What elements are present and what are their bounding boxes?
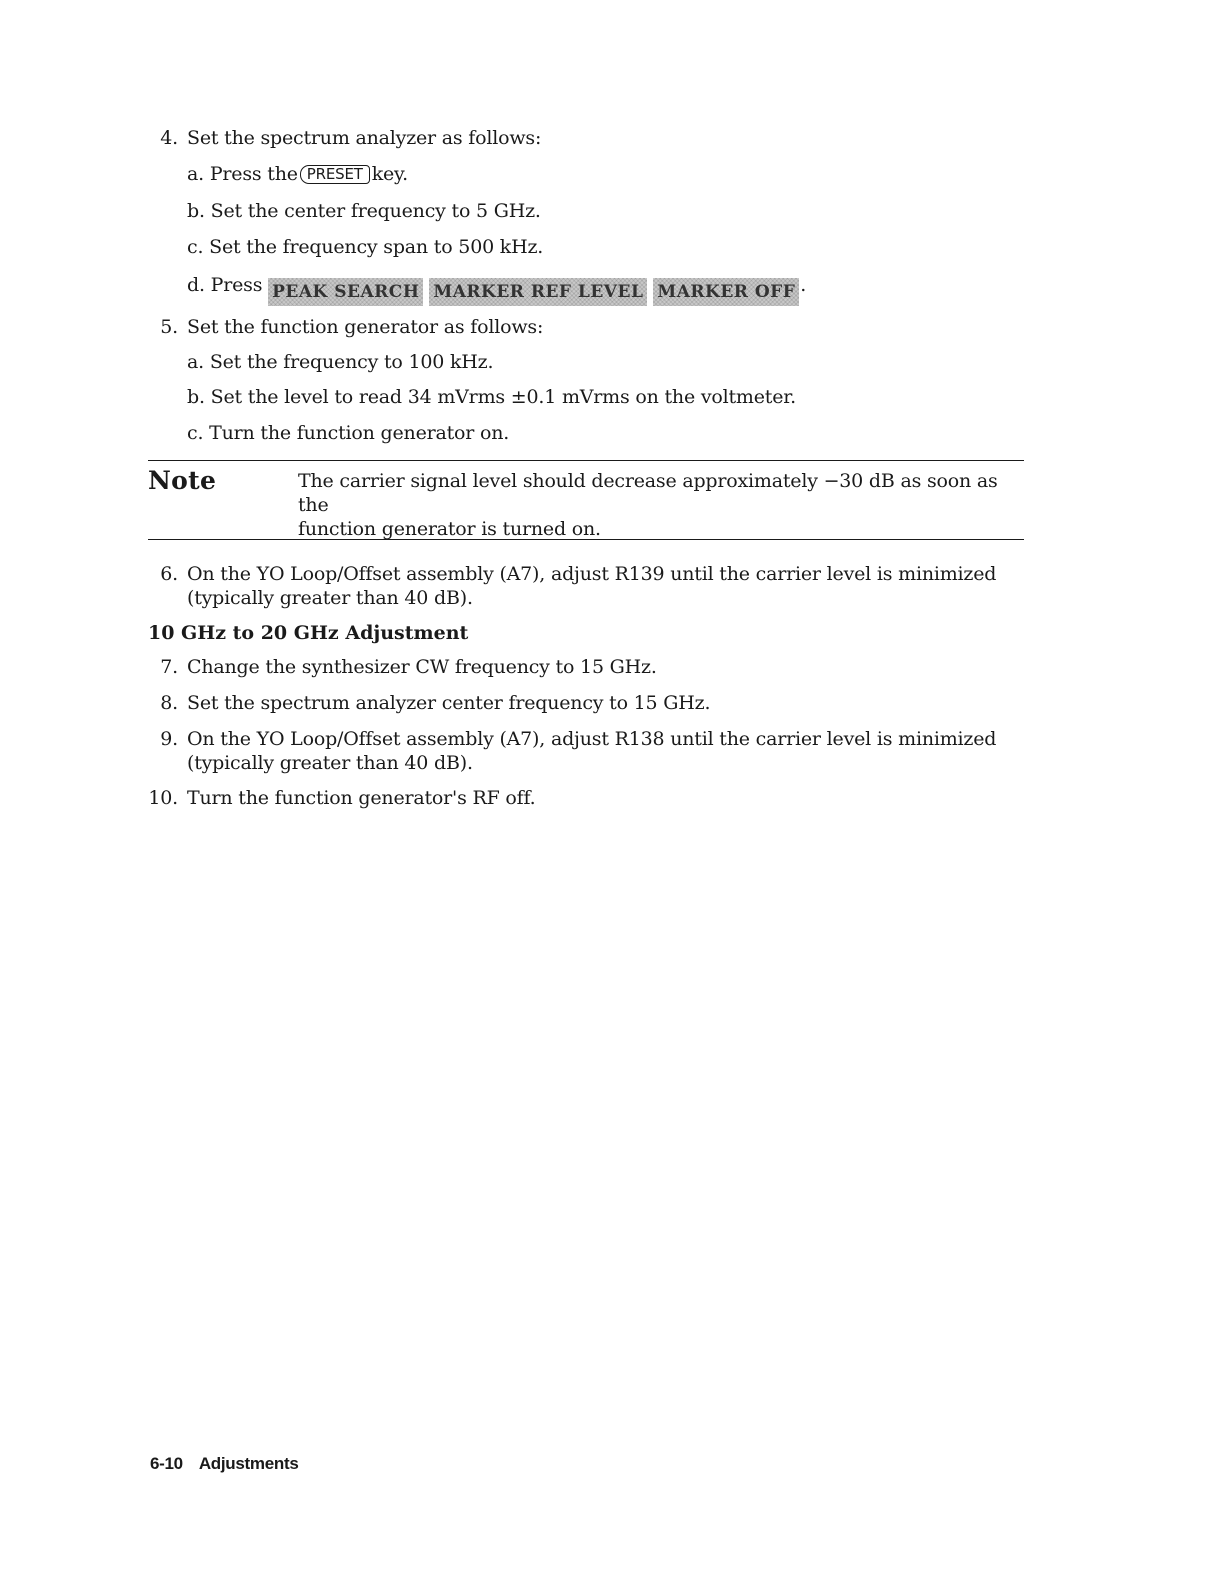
step-number: 7. — [160, 656, 178, 678]
note-top-rule — [148, 460, 1024, 461]
note-text — [298, 469, 1028, 541]
substep-label: d. — [187, 274, 205, 296]
substep-4d — [187, 273, 806, 306]
step-text: Set the spectrum analyzer as follows: — [187, 127, 542, 149]
step-text: Turn the function generator's RF off. — [187, 787, 536, 809]
substep-text: Set the frequency to 100 kHz. — [209, 351, 494, 373]
step-number: 6. — [160, 563, 178, 585]
substep-4b — [187, 199, 541, 223]
step-number: 5. — [160, 316, 178, 338]
substep-text-before: Press — [210, 274, 263, 296]
step-number: 10. — [148, 787, 178, 809]
substep-text: Turn the function generator on. — [209, 422, 510, 444]
step-text: Set the function generator as follows: — [187, 316, 544, 338]
step-number: 8. — [160, 692, 178, 714]
preset-key: PRESET — [300, 165, 370, 184]
substep-4c — [187, 235, 543, 259]
substep-text-after: key. — [371, 163, 408, 185]
note-line: The carrier signal level should decrease approximately −30 dB as soon as the — [298, 470, 998, 516]
page-footer — [150, 1453, 298, 1475]
substep-text: Set the frequency span to 500 kHz. — [209, 236, 544, 258]
step-text: Change the synthesizer CW frequency to 15 GHz. — [187, 656, 657, 678]
softkey-peak-search: PEAK SEARCH — [268, 278, 423, 306]
softkey-marker-off: MARKER OFF — [653, 278, 799, 306]
substep-label: c. — [187, 236, 204, 258]
substep-5a — [187, 350, 493, 374]
substep-text: Set the center frequency to 5 GHz. — [210, 200, 541, 222]
note-line: function generator is turned on. — [298, 518, 601, 540]
substep-label: c. — [187, 422, 204, 444]
step-text: (typically greater than 40 dB). — [187, 752, 473, 774]
substep-label: a. — [187, 163, 204, 185]
substep-5b — [187, 385, 796, 409]
step-number: 9. — [160, 728, 178, 750]
step-text: On the YO Loop/Offset assembly (A7), adjust R139 until the carrier level is minimized — [187, 563, 997, 585]
note-label: Note — [148, 466, 217, 495]
substep-text-after: . — [800, 274, 807, 296]
substep-label: a. — [187, 351, 204, 373]
step-number: 4. — [160, 127, 178, 149]
substep-label: b. — [187, 200, 205, 222]
softkey-marker-ref-level: MARKER REF LEVEL — [429, 278, 647, 306]
step-9-continued — [187, 751, 473, 775]
step-text: (typically greater than 40 dB). — [187, 587, 473, 609]
substep-5c — [187, 421, 509, 445]
substep-text-before: Press the — [209, 163, 298, 185]
step-text: On the YO Loop/Offset assembly (A7), adjust R138 until the carrier level is minimized — [187, 728, 997, 750]
step-6-continued — [187, 586, 473, 610]
substep-text: Set the level to read 34 mVrms ±0.1 mVrms on the voltmeter. — [210, 386, 796, 408]
page-number: 6-10 — [150, 1454, 183, 1473]
note-bottom-rule — [148, 539, 1024, 540]
substep-label: b. — [187, 386, 205, 408]
step-text: Set the spectrum analyzer center frequency to 15 GHz. — [187, 692, 711, 714]
substep-4a — [187, 162, 408, 186]
section-subheading: 10 GHz to 20 GHz Adjustment — [148, 622, 469, 644]
section-name: Adjustments — [198, 1454, 299, 1473]
